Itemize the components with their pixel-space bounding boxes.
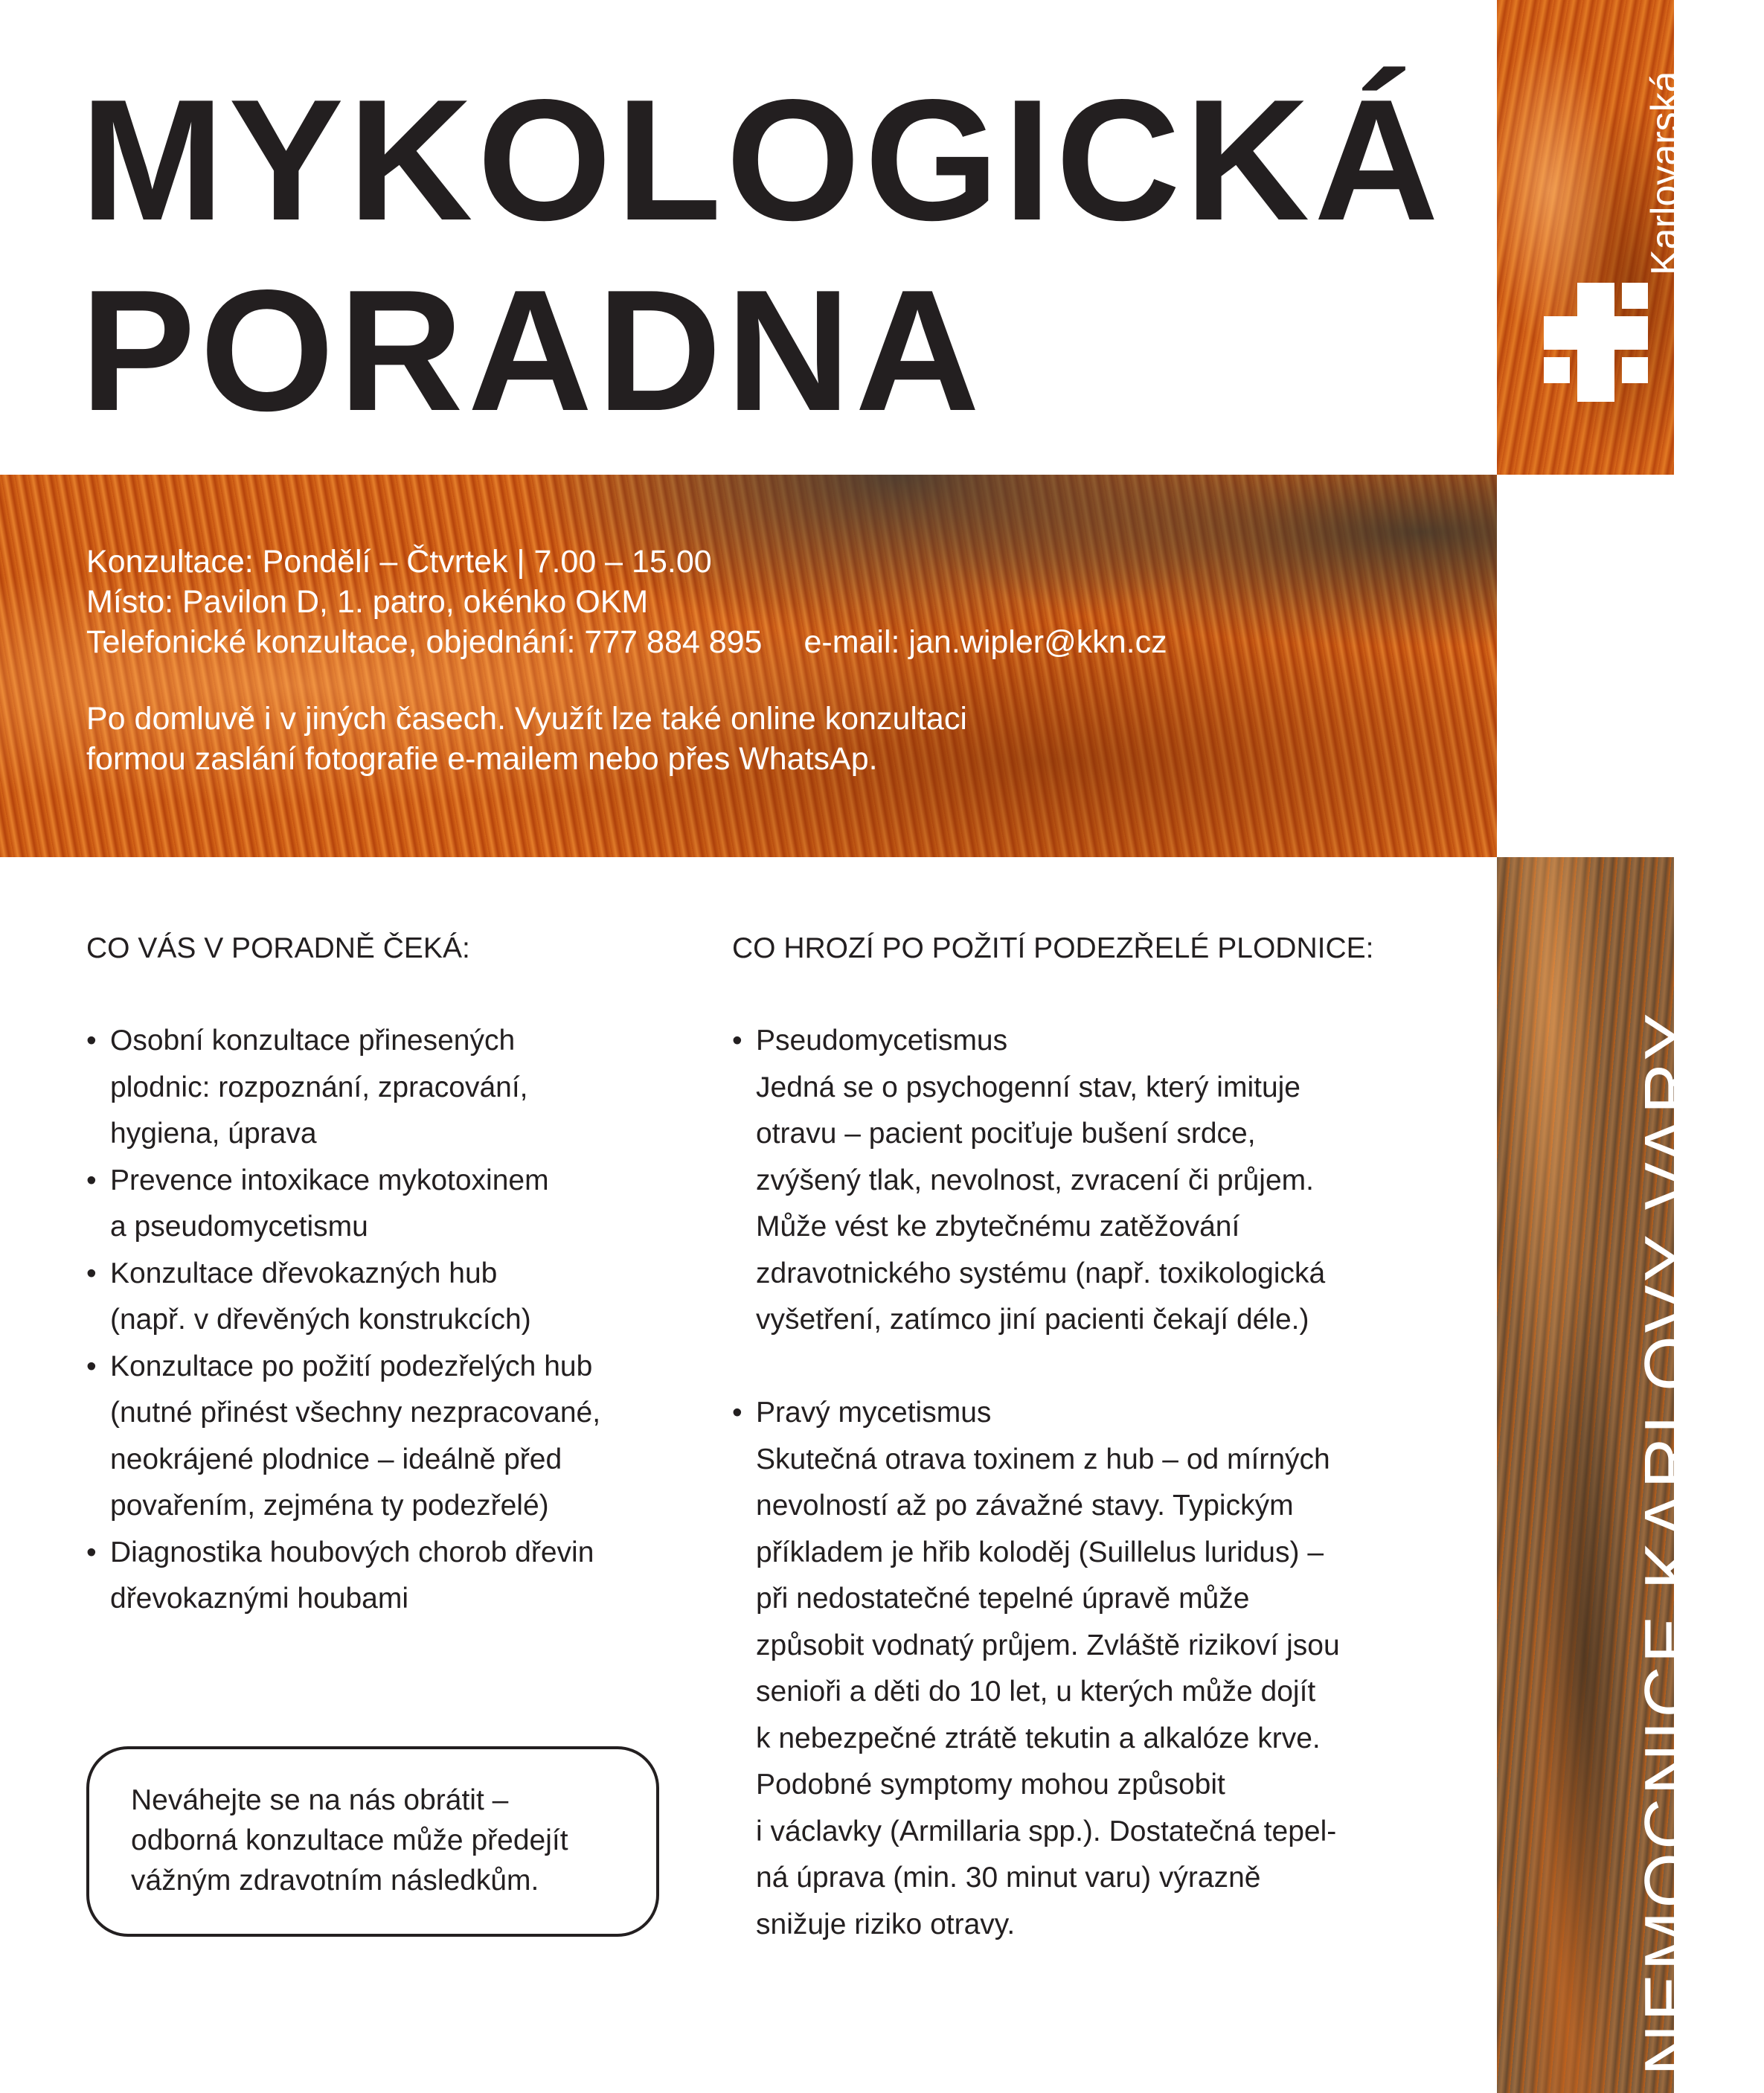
risks-list <box>732 1018 1340 1948</box>
consultation-hours: Konzultace: Pondělí – Čtvrtek | 7.00 – 15.00 <box>86 544 712 580</box>
page-title <box>80 65 1443 446</box>
title-line-2: PORADNA <box>80 254 984 447</box>
consultation-location: Místo: Pavilon D, 1. patro, okénko OKM <box>86 584 649 620</box>
hospital-logo <box>1497 0 1764 475</box>
bullet-icon: • <box>86 1536 97 1568</box>
notice-line-1: Neváhejte se na nás obrátit – <box>131 1784 509 1816</box>
services-list <box>86 1018 600 1623</box>
bullet-icon: • <box>732 1397 743 1429</box>
online-note-line-1: Po domluvě i v jiných časech. Využít lze také online konzultaci <box>86 701 967 737</box>
list-spacer <box>732 1344 1340 1391</box>
consultation-info <box>86 542 1167 779</box>
bullet-icon: • <box>86 1257 97 1289</box>
bullet-icon: • <box>86 1350 97 1382</box>
list-item: • Konzultace po požití podezřelých hub (nutné přinést všechny nezpracované, neokrájené plodnice – ideálně před povařením, zejména ty podezřelé) <box>86 1344 600 1530</box>
bullet-icon: • <box>732 1025 743 1057</box>
list-item: • Pseudomycetismus Jedná se o psychogenní stav, který imituje otravu – pacient pociťuje bušení srdce, zvýšený tlak, nevolnost, zvracení či průjem. Může vést ke zbytečnému zatěžování zdravotnického systému (např. toxikologická vyšetření, zatímco jiní pacienti čekají déle.) <box>732 1018 1340 1344</box>
logo-line-2: krajská <box>1682 153 1725 275</box>
notice-line-2: odborná konzultace může předejít <box>131 1824 568 1856</box>
logo-line-1: Karlovarská <box>1643 71 1687 275</box>
list-item: • Pravý mycetismus Skutečná otrava toxinem z hub – od mírných nevolností až po závažné stavy. Typickým příkladem je hřib koloděj (Suillelus luridus) – při nedostatečné tepelné úpravě může způsobit vodnatý průjem. Zvláště rizikoví jsou senioři a děti do 10 let, u kterých může dojít k nebezpečné ztrátě tekutin a alkalóze krve. Podobné symptomy mohou způsobit i václavky (Armillaria spp.). Dostatečná tepel- ná úprava (min. 30 minut varu) výrazně snižuje riziko otravy. <box>732 1390 1340 1948</box>
notice-line-3: vážným zdravotním následkům. <box>131 1865 539 1897</box>
hospital-logo-wordmark <box>1643 71 1764 275</box>
bullet-icon: • <box>86 1164 97 1196</box>
list-item: • Diagnostika houbových chorob dřevin dřevokaznými houbami <box>86 1530 600 1623</box>
list-item: • Osobní konzultace přinesených plodnic: rozpoznání, zpracování, hygiena, úprava <box>86 1018 600 1158</box>
hospital-cross-icon <box>1544 283 1648 402</box>
side-title: NEMOCNICE KARLOVY VARY <box>1630 1010 1710 2076</box>
call-to-action-box <box>86 1746 659 1937</box>
bullet-icon: • <box>86 1025 97 1057</box>
left-column-heading: CO VÁS V PORADNĚ ČEKÁ: <box>86 932 470 964</box>
list-item: • Prevence intoxikace mykotoxinem a pseudomycetismu <box>86 1158 600 1251</box>
right-column-heading: CO HROZÍ PO POŽITÍ PODEZŘELÉ PLODNICE: <box>732 932 1374 964</box>
online-note-line-2: formou zaslání fotografie e-mailem nebo přes WhatsAp. <box>86 741 878 777</box>
consultation-contact <box>86 622 1167 662</box>
phone-info: Telefonické konzultace, objednání: 777 884 895 <box>86 624 763 660</box>
logo-line-3: nemocnice <box>1721 88 1764 275</box>
title-line-1: MYKOLOGICKÁ <box>80 64 1443 257</box>
email-info: e-mail: jan.wipler@kkn.cz <box>804 624 1167 660</box>
list-item: • Konzultace dřevokazných hub (např. v dřevěných konstrukcích) <box>86 1251 600 1344</box>
